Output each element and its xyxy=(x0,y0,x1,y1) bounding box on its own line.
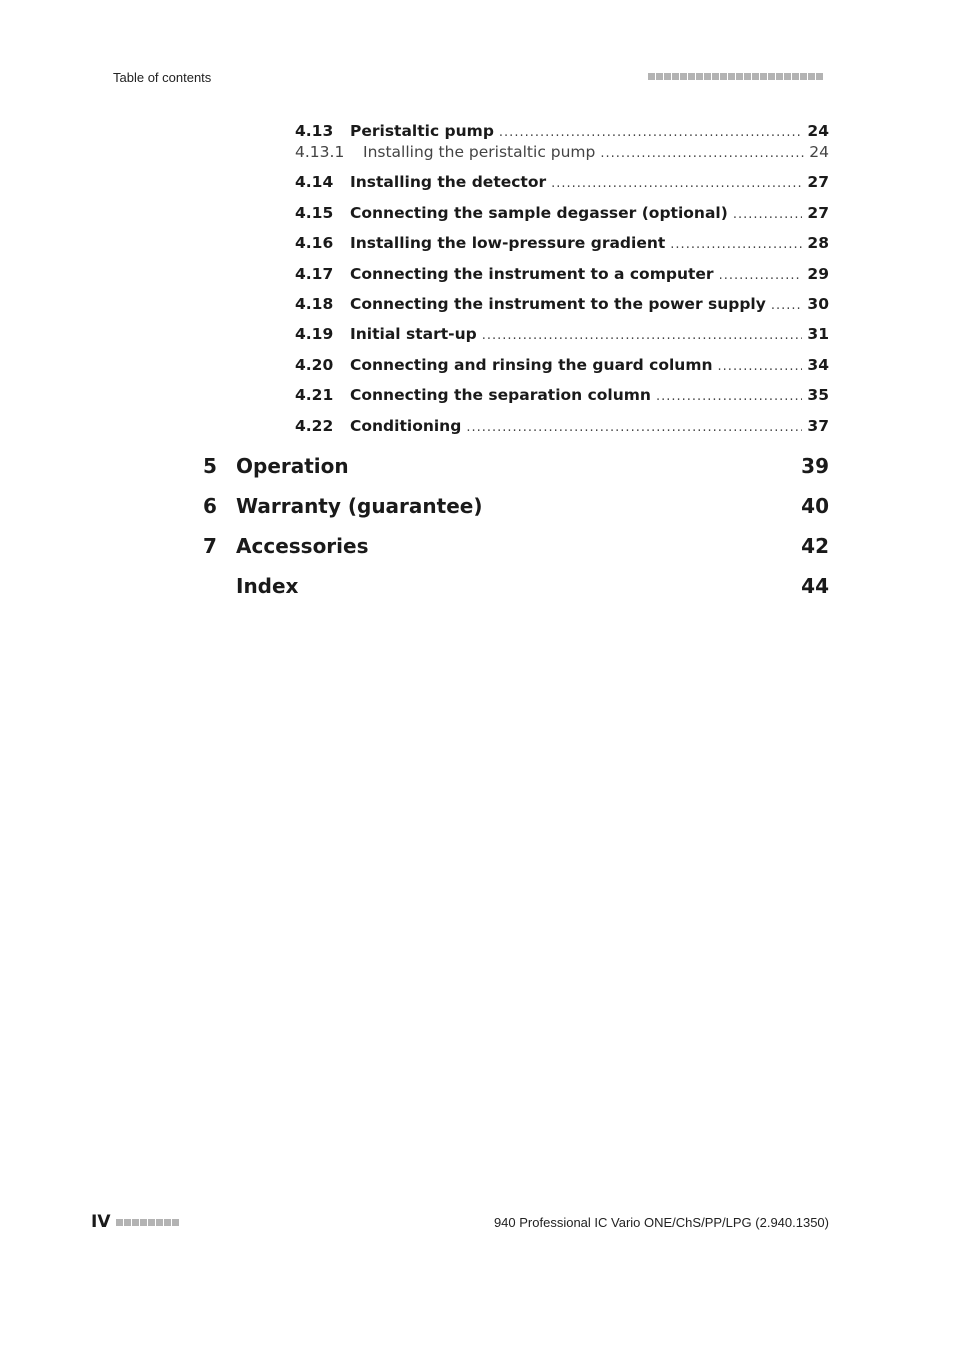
toc-entry-number: 4.13.1 xyxy=(295,143,345,161)
toc-chapter-page: 42 xyxy=(801,534,829,558)
toc-entry-title: Connecting the instrument to the power supply xyxy=(350,295,766,313)
toc-entry-page: 24 xyxy=(807,122,829,140)
toc-entry-4-17[interactable] xyxy=(295,265,829,283)
toc-entry-title: Installing the detector xyxy=(350,173,547,191)
toc-entry-number: 4.17 xyxy=(295,265,334,283)
dot-leader xyxy=(718,359,803,374)
toc-chapter-page: 40 xyxy=(801,494,829,518)
toc-chapter-6[interactable] xyxy=(203,494,829,522)
dot-leader xyxy=(499,125,803,140)
toc-chapter-title: Operation xyxy=(236,454,349,478)
footer-left xyxy=(91,1212,179,1232)
toc-entry-4-20[interactable] xyxy=(295,356,829,374)
toc-entry-number: 4.13 xyxy=(295,122,334,140)
toc-entry-title: Installing the low-pressure gradient xyxy=(350,234,666,252)
toc-entry-title: Connecting the instrument to a computer xyxy=(350,265,714,283)
toc-entry-number: 4.19 xyxy=(295,325,334,343)
toc-entry-page: 28 xyxy=(807,234,829,252)
toc-entry-title: Conditioning xyxy=(350,417,462,435)
toc-chapter-5[interactable] xyxy=(203,454,829,482)
toc-entry-number: 4.21 xyxy=(295,386,334,404)
toc-entry-page: 31 xyxy=(807,325,829,343)
toc-entry-title: Peristaltic pump xyxy=(350,122,494,140)
toc-entry-page: 27 xyxy=(807,173,829,191)
toc-entry-page: 34 xyxy=(807,356,829,374)
toc-entry-title: Connecting the sample degasser (optional) xyxy=(350,204,728,222)
toc-entry-4-21[interactable] xyxy=(295,386,829,404)
toc-entry-4-13[interactable] xyxy=(295,122,829,140)
toc-entry-4-18[interactable] xyxy=(295,295,829,313)
toc-entry-page: 35 xyxy=(807,386,829,404)
footer-document-title: 940 Professional IC Vario ONE/ChS/PP/LPG (2.940.1350) xyxy=(493,1215,829,1230)
toc-entry-4-14[interactable] xyxy=(295,173,829,191)
toc-chapter-number: 5 xyxy=(203,454,217,478)
toc-entry-title: Installing the peristaltic pump xyxy=(363,143,596,161)
toc-entry-page: 24 xyxy=(809,143,829,161)
dot-leader xyxy=(656,389,802,404)
toc-chapter-page: 39 xyxy=(801,454,829,478)
toc-chapter-number: 7 xyxy=(203,534,217,558)
dot-leader xyxy=(466,420,802,435)
dot-leader xyxy=(600,146,804,161)
dot-leader xyxy=(482,328,803,343)
toc-entry-number: 4.15 xyxy=(295,204,334,222)
toc-entry-title: Connecting the separation column xyxy=(350,386,651,404)
toc-chapter-number: 6 xyxy=(203,494,217,518)
toc-entry-number: 4.20 xyxy=(295,356,334,374)
toc-chapter-title: Accessories xyxy=(236,534,369,558)
toc-chapter-7[interactable] xyxy=(203,534,829,562)
toc-entry-4-19[interactable] xyxy=(295,325,829,343)
toc-entry-title: Initial start-up xyxy=(350,325,477,343)
dot-leader xyxy=(719,268,803,283)
toc-entry-page: 29 xyxy=(807,265,829,283)
toc-chapter-title: Index xyxy=(236,574,299,598)
toc-entry-4-22[interactable] xyxy=(295,417,829,435)
toc-entry-number: 4.22 xyxy=(295,417,334,435)
dot-leader xyxy=(670,237,802,252)
footer-squares-icon xyxy=(116,1219,179,1226)
dot-leader xyxy=(551,176,802,191)
dot-leader xyxy=(771,298,803,313)
toc-chapter-page: 44 xyxy=(801,574,829,598)
toc-entry-4-15[interactable] xyxy=(295,204,829,222)
toc-entry-number: 4.16 xyxy=(295,234,334,252)
toc-entry-4-16[interactable] xyxy=(295,234,829,252)
page-number: IV xyxy=(91,1212,111,1232)
header-squares-icon xyxy=(648,73,823,80)
toc-entry-page: 27 xyxy=(807,204,829,222)
toc-chapter-index[interactable] xyxy=(203,574,829,602)
toc-entry-page: 30 xyxy=(807,295,829,313)
toc-chapter-title: Warranty (guarantee) xyxy=(236,494,483,518)
running-header-title: Table of contents xyxy=(113,70,212,85)
dot-leader xyxy=(733,207,803,222)
toc-entry-4-13-1[interactable] xyxy=(295,143,829,161)
toc-entry-page: 37 xyxy=(807,417,829,435)
toc-entry-number: 4.14 xyxy=(295,173,334,191)
toc-entry-number: 4.18 xyxy=(295,295,334,313)
toc-entry-title: Connecting and rinsing the guard column xyxy=(350,356,713,374)
